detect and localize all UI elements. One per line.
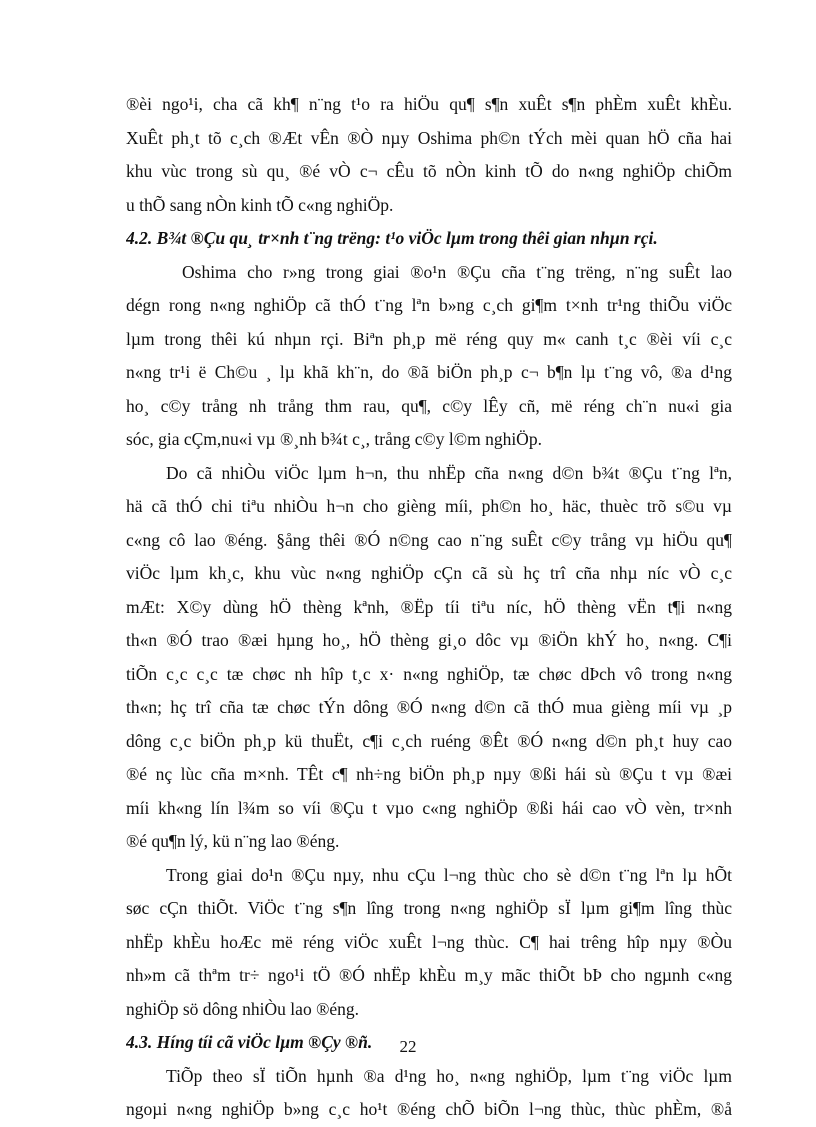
- text-line: ®é nç lùc cña m×nh. TÊt c¶ nh÷ng biÖn ph¸p nµy ®ßi hái sù ®Çu t vµ ®æi: [126, 764, 732, 784]
- text-line: Trong giai do¹n ®Çu nµy, nhu cÇu l¬ng thùc cho sè d©n t¨ng lªn lµ hÕt: [166, 864, 732, 885]
- text-line: ngoµi n«ng nghiÖp b»ng c¸c ho¹t ®éng chÕ biÕn l¬ng thùc, thùc phÈm, ®å: [126, 1099, 732, 1119]
- text-line: khu vùc trong sù qu¸ ®é vÒ c¬ cÊu tõ nÒn kinh tÕ do n«ng nghiÖp chiÕm: [126, 161, 732, 181]
- page-body: [126, 88, 732, 1127]
- text-line: Do cã nhiÒu viÖc lµm h¬n, thu nhËp cña n«ng d©n b¾t ®Çu t¨ng lªn,: [166, 462, 732, 483]
- text-line: mÆt: X©y dùng hÖ thèng kªnh, ®Ëp tíi tiªu níc, hÖ thèng vËn t¶i n«ng: [126, 596, 732, 617]
- text-line: tiÕn c¸c c¸c tæ chøc nh hîp t¸c x· n«ng nghiÖp, tæ chøc dÞch vô trong n«ng: [126, 663, 732, 684]
- text-line: nh»m cã thªm tr÷ ngo¹i tÖ ®Ó nhËp khÈu m¸y mãc thiÕt bÞ cho ngµnh c«ng: [126, 965, 732, 985]
- text-line: ®é qu¶n lý, kü n¨ng lao ®éng.: [126, 831, 340, 851]
- text-line: n«ng tr¹i ë Ch©u ¸ lµ khã kh¨n, do ®ã biÖn ph¸p c¬ b¶n lµ t¨ng vô, ®a d¹ng: [126, 362, 732, 382]
- text-line: míi kh«ng lín l¾m so víi ®Çu t vµo c«ng nghiÖp ®ßi hái cao vÒ vèn, tr×nh: [126, 797, 732, 818]
- text-line: viÖc lµm kh¸c, khu vùc n«ng nghiÖp cÇn cã sù hç trî cña nhµ níc vÒ c¸c: [126, 563, 732, 583]
- text-line: Oshima cho r»ng trong giai ®o¹n ®Çu cña t¨ng trëng, n¨ng suÊt lao: [182, 261, 732, 282]
- paragraph-1: [126, 88, 732, 222]
- text-line: hä cã thÓ chi tiªu nhiÒu h¬n cho gièng míi, ph©n ho¸ häc, thuèc trõ s©u vµ: [126, 496, 732, 516]
- text-line: TiÕp theo sÏ tiÕn hµnh ®a d¹ng ho¸ n«ng nghiÖp, lµm t¨ng viÖc lµm: [166, 1065, 732, 1086]
- text-line: ho¸ c©y trång nh trång thm rau, qu¶, c©y lÊy cñ, më réng ch¨n nu«i gia: [126, 395, 732, 416]
- text-line: lµm trong thêi kú nhµn rçi. Biªn ph¸p më réng quy m« canh t¸c ®èi víi c¸c: [126, 328, 732, 349]
- page-number: 22: [399, 1037, 417, 1056]
- text-line: nghiÖp sö dông nhiÒu lao ®éng.: [126, 998, 360, 1019]
- text-line: c«ng cô lao ®éng. §ång thêi ®Ó n©ng cao n¨ng suÊt c©y trång vµ hiÖu qu¶: [126, 529, 732, 550]
- paragraph-4: [126, 859, 732, 1027]
- text-line: th«n; hç trî cña tæ chøc tÝn dông ®Ó n«ng d©n cã thÓ mua gièng míi vµ ¸p: [126, 697, 732, 717]
- paragraph-2: [126, 256, 732, 457]
- text-line: søc cÇn thiÕt. ViÖc t¨ng s¶n lîng trong n«ng nghiÖp sÏ lµm gi¶m lîng thùc: [126, 898, 732, 918]
- section-heading-4-2: 4.2. B¾t ®Çu qu¸ tr×nh t¨ng trëng: t¹o viÖc lµm trong thêi gian nhµn rçi.: [126, 228, 658, 248]
- text-line: sóc, gia cÇm,nu«i vµ ®¸nh b¾t c¸, trång c©y l©m nghiÖp.: [126, 429, 542, 449]
- text-line: dégn rong n«ng nghiÖp cã thÓ t¨ng lªn b»ng c¸ch gi¶m t×nh tr¹ng thiÕu viÖc: [126, 295, 732, 315]
- text-line: th«n ®Ó trao ®æi hµng ho¸, hÖ thèng gi¸o dôc vµ ®iÖn khÝ ho¸ n«ng. C¶i: [126, 630, 732, 650]
- text-line: XuÊt ph¸t tõ c¸ch ®Æt vÊn ®Ò nµy Oshima ph©n tÝch mèi quan hÖ cña hai: [126, 127, 732, 148]
- paragraph-3: [126, 457, 732, 859]
- text-line: nhËp khÈu hoÆc më réng viÖc xuÊt l¬ng thùc. C¶ hai trêng hîp nµy ®Òu: [126, 931, 732, 952]
- text-line: ®èi ngo¹i, cha cã kh¶ n¨ng t¹o ra hiÖu qu¶ s¶n xuÊt s¶n phÈm xuÊt khÈu.: [126, 94, 732, 114]
- section-heading-4-3: 4.3. Híng tíi cã viÖc lµm ®Çy ®ñ.: [126, 1032, 373, 1052]
- text-line: dông c¸c biÖn ph¸p kü thuËt, c¶i c¸ch ruéng ®Êt ®Ó n«ng d©n ph¸t huy cao: [126, 730, 732, 751]
- paragraph-5: [126, 1060, 732, 1127]
- text-line: u thÕ sang nÒn kinh tÕ c«ng nghiÖp.: [126, 194, 394, 215]
